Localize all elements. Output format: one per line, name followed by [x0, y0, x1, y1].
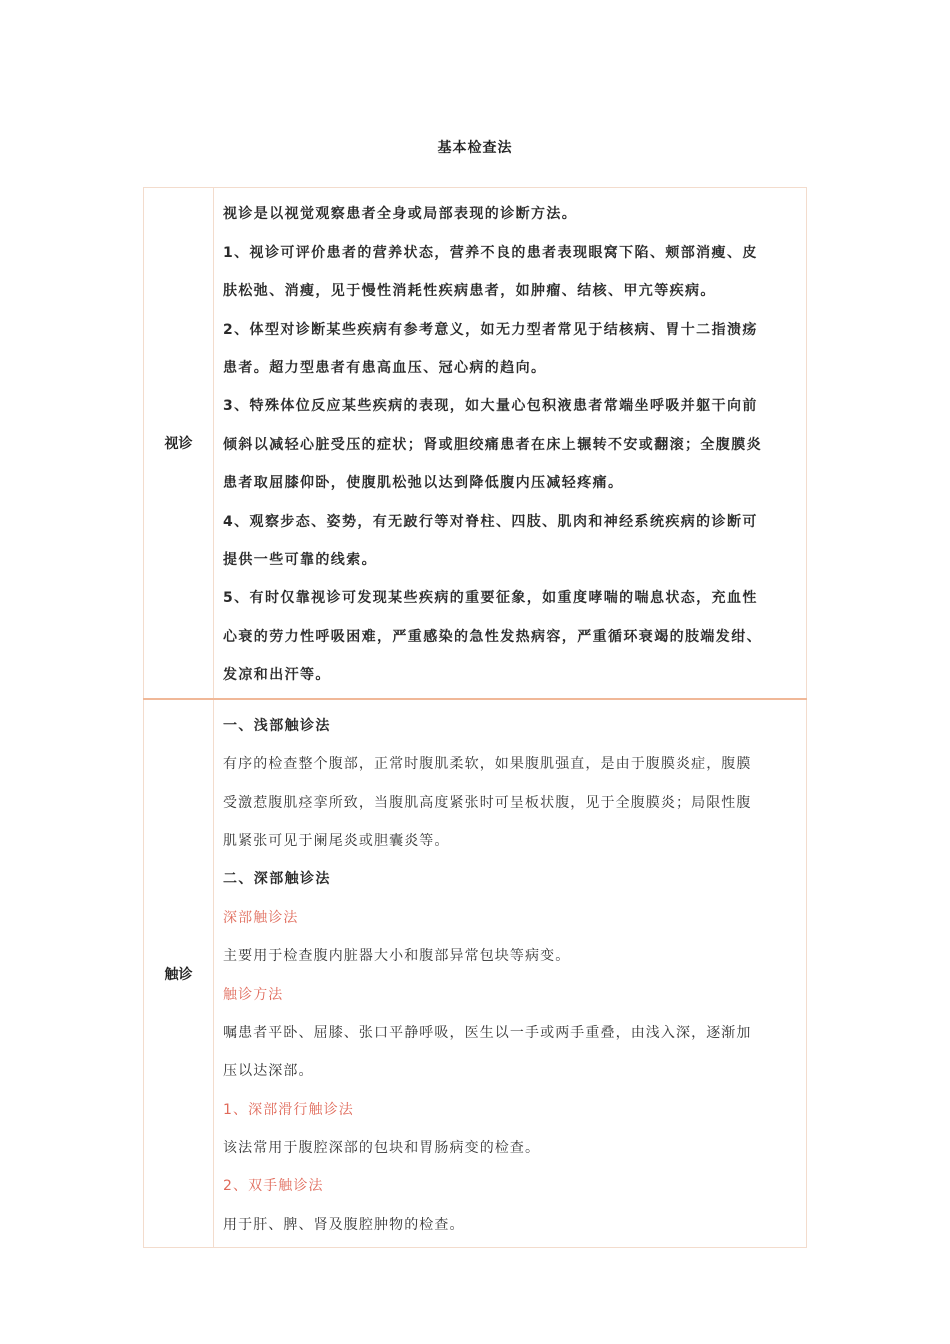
bold-text-line: 肤松弛、消瘦，见于慢性消耗性疾病患者，如肿瘤、结核、甲亢等疾病。 — [223, 283, 716, 300]
bold-text-line: 发凉和出汗等。 — [223, 667, 331, 684]
text-line: 主要用于检查腹内脏器大小和腹部异常包块等病变。 — [223, 948, 571, 965]
text-line: 嘱患者平卧、屈膝、张口平静呼吸，医生以一手或两手重叠，由浅入深，逐渐加 — [223, 1024, 752, 1041]
text-line: 该法常用于腹腔深部的包块和胃肠病变的检查。 — [223, 1140, 541, 1157]
bold-text-line: 倾斜以减轻心脏受压的症状；肾或胆绞痛患者在床上辗转不安或翻滚；全腹膜炎 — [223, 436, 762, 453]
row-label-palpation: 触诊 — [144, 699, 214, 1248]
page-title: 基本检查法 — [437, 140, 513, 156]
bold-text-line: 3、特殊体位反应某些疾病的表现，如大量心包积液患者常端坐呼吸并躯干向前 — [223, 398, 758, 415]
text-line: 压以达深部。 — [223, 1063, 314, 1080]
row-label-inspection: 视诊 — [144, 188, 214, 700]
subheading-text: 触诊方法 — [223, 986, 284, 1003]
subheading-text: 2、双手触诊法 — [223, 1178, 324, 1195]
table-row-inspection — [144, 188, 807, 700]
exam-methods-table — [143, 187, 807, 1248]
text-line: 肌紧张可见于阑尾炎或胆囊炎等。 — [223, 832, 450, 849]
text-line: 有序的检查整个腹部，正常时腹肌柔软，如果腹肌强直，是由于腹膜炎症，腹膜 — [223, 756, 752, 773]
subheading-text: 1、深部滑行触诊法 — [223, 1101, 354, 1118]
bold-text-line: 二、深部触诊法 — [223, 871, 331, 888]
bold-text-line: 1、视诊可评价患者的营养状态，营养不良的患者表现眼窝下陷、颊部消瘦、皮 — [223, 244, 758, 261]
text-line: 用于肝、脾、肾及腹腔肿物的检查。 — [223, 1216, 465, 1233]
bold-text-line: 患者。超力型患者有患高血压、冠心病的趋向。 — [223, 360, 547, 377]
bold-text-line: 患者取屈膝仰卧，使腹肌松弛以达到降低腹内压减轻疼痛。 — [223, 475, 624, 492]
bold-text-line: 视诊是以视觉观察患者全身或局部表现的诊断方法。 — [223, 206, 578, 223]
bold-text-line: 2、体型对诊断某些疾病有参考意义，如无力型者常见于结核病、胃十二指溃疡 — [223, 321, 758, 338]
bold-text-line: 5、有时仅靠视诊可发现某些疾病的重要征象，如重度哮喘的喘息状态，充血性 — [223, 590, 758, 607]
bold-text-line: 4、观察步态、姿势，有无跛行等对脊柱、四肢、肌肉和神经系统疾病的诊断可 — [223, 513, 758, 530]
subheading-text: 深部触诊法 — [223, 909, 299, 926]
bold-text-line: 一、浅部触诊法 — [223, 717, 331, 734]
row-content-palpation — [214, 699, 807, 1248]
row-content-inspection — [214, 188, 807, 700]
text-line: 受激惹腹肌痉挛所致，当腹肌高度紧张时可呈板状腹，见于全腹膜炎；局限性腹 — [223, 794, 752, 811]
bold-text-line: 心衰的劳力性呼吸困难，严重感染的急性发热病容，严重循环衰竭的肢端发绀、 — [223, 628, 762, 645]
bold-text-line: 提供一些可靠的线索。 — [223, 551, 377, 568]
table-row-palpation — [144, 699, 807, 1248]
